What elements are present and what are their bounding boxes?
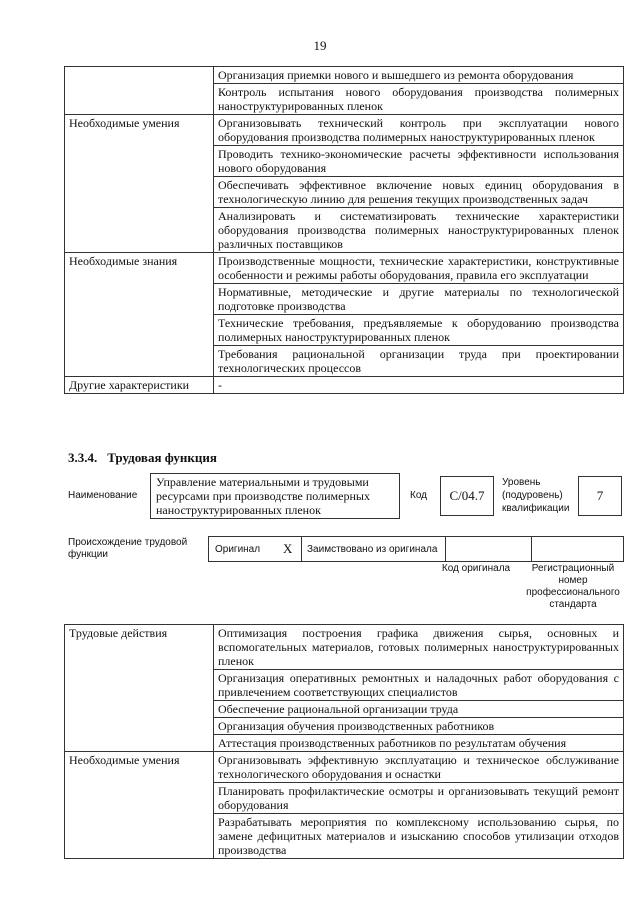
divider: [301, 537, 302, 561]
section-title: Трудовая функция: [107, 450, 217, 465]
table-cell: Организовывать технический контроль при эксплуатации нового оборудования производства полимерных наноструктурированных пленок: [214, 115, 624, 146]
table-cell: Технические требования, предъявляемые к оборудованию производства полимерных наноструктурированных пленок: [214, 315, 624, 346]
competency-table-2: [64, 624, 624, 859]
original-label: Оригинал: [215, 544, 261, 555]
competency-table-1: [64, 66, 624, 394]
row-label-other: Другие характеристики: [65, 377, 214, 394]
table-cell: Проводить технико-экономические расчеты эффективности использования нового оборудования: [214, 146, 624, 177]
table-cell: Оптимизация построения графика движения сырья, основных и вспомогательных материалов, готовых полимерных наноструктурированных пленок: [214, 625, 624, 670]
function-name: Управление материальными и трудовыми ресурсами при производстве полимерных наноструктурированных пленок: [150, 473, 400, 519]
original-mark: X: [283, 541, 293, 556]
name-label: Наименование: [68, 490, 138, 501]
page-number: 19: [313, 38, 327, 53]
row-label: [65, 67, 214, 115]
table-cell: Планировать профилактические осмотры и организовывать текущий ремонт оборудования: [214, 783, 624, 814]
table-cell: Разрабатывать мероприятия по комплексному использованию сырья, по замене дефицитных материалов и изысканию способов утилизации отходов производства: [214, 814, 624, 859]
divider: [531, 537, 532, 561]
table-cell: Организация оперативных ремонтных и наладочных работ оборудования с привлечением соответствующих специалистов: [214, 670, 624, 701]
row-label-skills: Необходимые умения: [65, 752, 214, 859]
level-label: Уровень (подуровень) квалификации: [502, 477, 570, 514]
table-cell: Организация обучения производственных работников: [214, 718, 624, 735]
table-cell: Контроль испытания нового оборудования производства полимерных наноструктурированных пленок: [214, 84, 624, 115]
origin-label: Происхождение трудовой функции: [68, 537, 188, 560]
origin-box: [208, 536, 624, 562]
section-number: 3.3.4.: [68, 450, 98, 465]
table-cell: Обеспечивать эффективное включение новых единиц оборудования в технологическую линию для решения текущих производственных задач: [214, 177, 624, 208]
table-cell: Организация приемки нового и вышедшего из ремонта оборудования: [214, 67, 624, 84]
row-label-skills: Необходимые умения: [65, 115, 214, 253]
divider: [445, 537, 446, 561]
table-cell: Требования рациональной организации труда при проектировании технологических процессов: [214, 346, 624, 377]
code-value: C/04.7: [440, 476, 494, 516]
code-label: Код: [410, 490, 428, 501]
table-cell: Аттестация производственных работников по результатам обучения: [214, 735, 624, 752]
row-label-actions: Трудовые действия: [65, 625, 214, 752]
section-heading: [68, 450, 227, 466]
table-cell: Производственные мощности, технические характеристики, конструктивные особенности и режимы работы оборудования, правила его эксплуатации: [214, 253, 624, 284]
table-cell: -: [214, 377, 624, 394]
code-caption: Код оригинала: [441, 563, 511, 574]
table-cell: Обеспечение рациональной организации труда: [214, 701, 624, 718]
table-cell: Анализировать и систематизировать технические характеристики оборудования производства полимерных наноструктурированных пленок различных поставщиков: [214, 208, 624, 253]
borrowed-label: Заимствовано из оригинала: [307, 544, 438, 555]
reg-caption: Регистрационный номер профессионального стандарта: [526, 563, 620, 610]
row-label-knowledge: Необходимые знания: [65, 253, 214, 377]
table-cell: Нормативные, методические и другие материалы по технологической подготовке производства: [214, 284, 624, 315]
level-value: 7: [578, 476, 622, 516]
table-cell: Организовывать эффективную эксплуатацию и техническое обслуживание технологического оборудования и оснастки: [214, 752, 624, 783]
